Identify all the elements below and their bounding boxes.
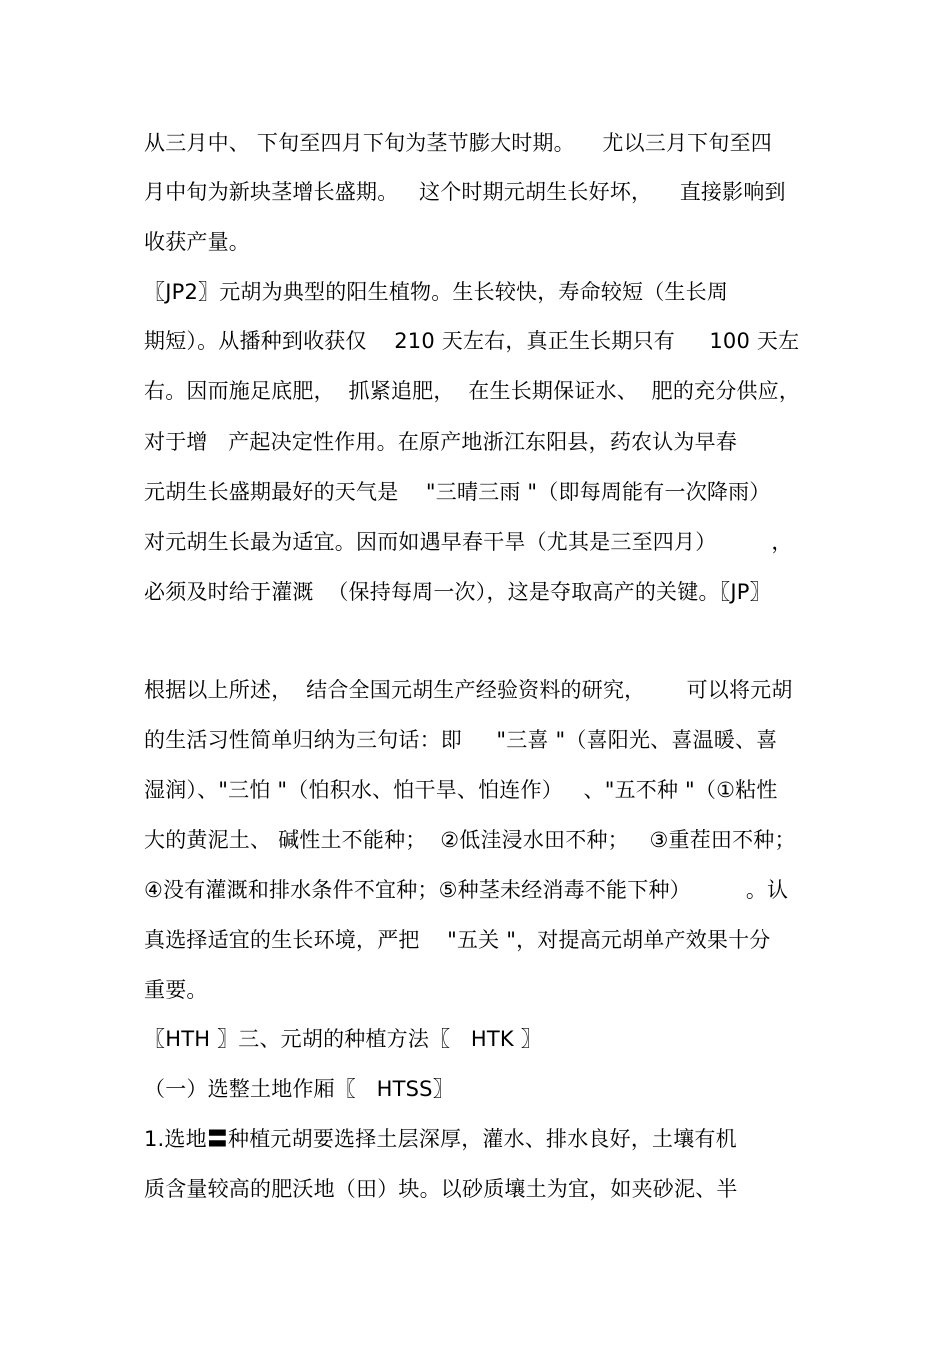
text-line: 对于增 产起决定性作用。在原产地浙江东阳县，药农认为早春 <box>144 430 738 454</box>
text-line: 期短）。从播种到收获仅 210 天左右，真正生长期只有 100 天左 <box>144 329 800 353</box>
text-line: 〖JP2〗元胡为典型的阳生植物。生长较快，寿命较短（生长周 <box>144 280 729 304</box>
subsection-heading: （一）选整土地作厢〖 HTSS〗 <box>144 1077 454 1101</box>
section-heading: 〖HTH 〗三、元胡的种植方法〖 HTK 〗 <box>144 1027 542 1051</box>
text-line: 的生活习性简单归纳为三句话：即 "三喜 "（喜阳光、喜温暖、喜 <box>144 728 778 752</box>
text-line: ④没有灌溉和排水条件不宜种；⑤种茎未经消毒不能下种） 。认 <box>144 878 789 902</box>
text-line: 质含量较高的肥沃地（田）块。以砂质壤土为宜，如夹砂泥、半 <box>144 1177 738 1201</box>
text-line: 1.选地〓种植元胡要选择土层深厚，灌水、排水良好，土壤有机 <box>144 1127 737 1151</box>
text-line: 大的黄泥土、 碱性土不能种； ②低洼浸水田不种； ③重茬田不种； <box>144 828 796 852</box>
text-line: 月中旬为新块茎增长盛期。 这个时期元胡生长好坏， 直接影响到 <box>144 180 786 204</box>
text-line: 收获产量。 <box>144 230 250 254</box>
text-line: 从三月中、 下旬至四月下旬为茎节膨大时期。 尤以三月下旬至四 <box>144 131 772 155</box>
text-line: 真选择适宜的生长环境，严把 "五关 "，对提高元胡单产效果十分 <box>144 928 771 952</box>
text-line: 必须及时给于灌溉 （保持每周一次），这是夺取高产的关键。〖JP〗 <box>144 580 771 604</box>
text-line: 重要。 <box>144 978 208 1002</box>
text-line: 元胡生长盛期最好的天气是 "三晴三雨 "（即每周能有一次降雨） <box>144 480 771 504</box>
text-line: 湿润）、"三怕 "（怕积水、怕干旱、怕连作） 、"五不种 "（①粘性 <box>144 778 778 802</box>
text-line: 对元胡生长最为适宜。因而如遇早春干旱（尤其是三至四月） ， <box>144 530 793 554</box>
text-line: 根据以上所述， 结合全国元胡生产经验资料的研究， 可以将元胡 <box>144 678 793 702</box>
text-line: 右。因而施足底肥， 抓紧追肥， 在生长期保证水、 肥的充分供应， <box>144 379 801 403</box>
